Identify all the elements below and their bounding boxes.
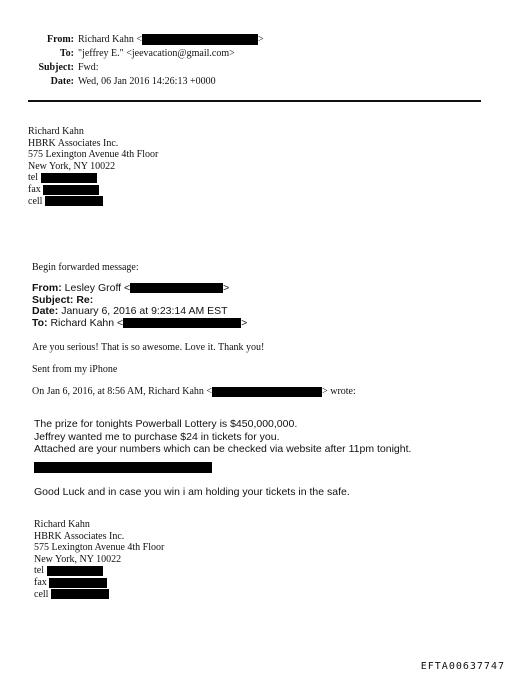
sig2-name: Richard Kahn [34,519,90,530]
quoted-message [34,418,411,456]
fwd-from-end: > [223,282,230,294]
sig2-tel [34,565,164,577]
redacted-fax [43,185,99,195]
quoted-line-4: Good Luck and in case you win i am holding your tickets in the safe. [34,486,350,498]
fwd-date-label: Date: [32,305,59,318]
subject-label: Subject: [38,62,74,73]
redacted-tel-2 [47,566,103,576]
quoted-line-3: Attached are your numbers which can be checked via website after 11pm tonight. [34,443,412,455]
sig-company: HBRK Associates Inc. [28,137,119,149]
quote-intro-line [32,386,356,397]
sig-cell [28,196,158,208]
date-value: Wed, 06 Jan 2016 14:26:13 +0000 [78,76,216,87]
sent-from-line: Sent from my iPhone [32,364,118,375]
redacted-link [34,462,212,473]
header-date-row [0,75,216,89]
fwd-from-value: Lesley Groff < [64,282,131,294]
fwd-to-row [32,318,247,330]
from-end: > [257,34,264,45]
quoted-line-2: Jeffrey wanted me to purchase $24 in tickets for you. [34,430,280,443]
sig2-cell [34,589,164,601]
from-label: From: [46,34,74,45]
sig-city: New York, NY 10022 [28,160,116,172]
sig2-address: 575 Lexington Avenue 4th Floor [34,542,165,554]
fwd-date-value: January 6, 2016 at 9:23:14 AM EST [61,305,228,318]
header-divider [28,100,481,102]
sig2-city: New York, NY 10022 [34,553,122,565]
to-value: "jeffrey E." <jeevacation@gmail.com> [78,48,235,59]
forwarded-header [32,283,247,329]
from-name: Richard Kahn < [78,34,142,45]
fwd-to-end: > [241,316,248,329]
redacted-cell [45,196,103,206]
redacted-quote-email [212,387,322,397]
signature-bottom [34,519,164,600]
sig-tel-label: tel [28,172,38,184]
redacted-cell-2 [51,589,109,599]
document-id: EFTA00637747 [420,661,505,672]
sig2-tel-label: tel [34,565,44,577]
reply-line: Are you serious! That is so awesome. Love it. Thank you! [32,342,265,353]
fwd-subject-label: Subject: [32,293,74,306]
sig-fax-label: fax [28,183,41,195]
header-to-row [0,47,235,61]
fwd-from-label: From: [32,282,62,294]
sig2-cell-label: cell [34,588,49,600]
quote-intro-end: > wrote: [322,386,356,397]
subject-value: Fwd: [78,62,99,73]
sig-fax [28,184,158,196]
to-label: To: [59,48,74,59]
sig2-fax-label: fax [34,576,47,588]
date-label: Date: [50,76,74,87]
sig-name: Richard Kahn [28,126,84,137]
from-value [78,33,264,47]
header-from-row [0,33,264,47]
sig2-fax [34,577,164,589]
fwd-to-label: To: [32,316,48,329]
fwd-to-value: Richard Kahn < [50,316,124,329]
redacted-fax-2 [49,578,107,588]
sig-tel [28,172,158,184]
fwd-subject-value: Re: [76,293,94,306]
sig-cell-label: cell [28,195,43,207]
redacted-tel [41,173,97,183]
quoted-line-1: The prize for tonights Powerball Lottery is $450,000,000. [34,418,298,430]
forward-intro: Begin forwarded message: [32,262,139,273]
quote-intro-start: On Jan 6, 2016, at 8:56 AM, Richard Kahn < [32,386,213,397]
sig2-company: HBRK Associates Inc. [34,530,125,542]
sig-address: 575 Lexington Avenue 4th Floor [28,149,159,161]
redacted-fwd-from [130,283,223,293]
redacted-email [142,34,258,45]
header-subject-row [0,61,99,75]
redacted-fwd-to [123,318,241,328]
signature-top [28,126,158,207]
